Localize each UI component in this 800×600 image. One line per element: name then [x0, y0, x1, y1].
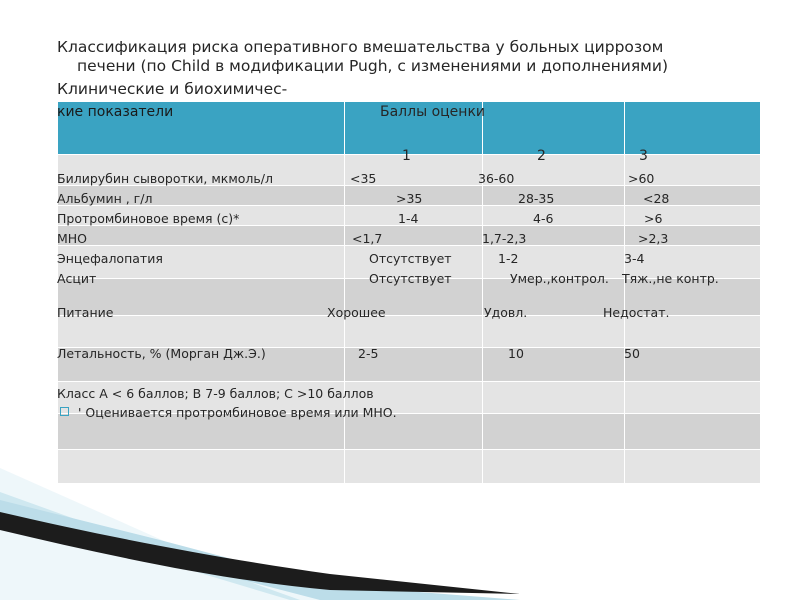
- row-label: МНО: [57, 231, 88, 246]
- row-value-1: <1,7: [352, 231, 383, 246]
- row-value-1: Отсутствует: [369, 271, 452, 286]
- row-label: Летальность, % (Морган Дж.Э.): [57, 346, 266, 361]
- row-value-1: Отсутствует: [369, 251, 452, 266]
- row-value-3: 50: [624, 346, 640, 361]
- title-line-1: Классификация риска оперативного вмешательства у больных циррозом: [57, 38, 664, 56]
- row-label: Асцит: [57, 271, 97, 286]
- column-header-scores: Баллы оценки: [380, 104, 485, 120]
- row-value-1: Хорошее: [327, 305, 386, 320]
- row-value-2: 36-60: [478, 171, 515, 186]
- row-value-3: >60: [628, 171, 655, 186]
- row-value-3: >6: [644, 211, 663, 226]
- row-value-2: 1,7-2,3: [482, 231, 527, 246]
- row-value-1: <35: [350, 171, 377, 186]
- row-value-2: 4-6: [533, 211, 554, 226]
- score-header-3: 3: [639, 148, 648, 164]
- title-line-2: печени (по Child в модификации Pugh, с изменениями и дополнениями): [77, 57, 668, 75]
- row-value-1: 2-5: [358, 346, 379, 361]
- row-label: Альбумин , г/л: [57, 191, 153, 206]
- row-value-2: 1-2: [498, 251, 519, 266]
- row-value-3: <28: [643, 191, 670, 206]
- column-header-indicators-top: Клинические и биохимичес-: [57, 80, 288, 98]
- row-value-3: >2,3: [638, 231, 669, 246]
- footnote: ' Оценивается протромбиновое время или МНО.: [78, 405, 397, 420]
- row-label: Энцефалопатия: [57, 251, 163, 266]
- row-value-3: Тяж.,не контр.: [622, 271, 719, 286]
- row-label: Протромбиновое время (с)*: [57, 211, 240, 226]
- column-header-indicators: кие показатели: [57, 104, 174, 120]
- row-label: Билирубин сыворотки, мкмоль/л: [57, 171, 273, 186]
- row-value-1: 1-4: [398, 211, 419, 226]
- score-header-2: 2: [537, 148, 546, 164]
- class-legend: Класс А < 6 баллов; В 7-9 баллов; С >10 баллов: [57, 386, 374, 401]
- row-value-3: Недостат.: [603, 305, 670, 320]
- row-value-2: 10: [508, 346, 524, 361]
- row-value-3: 3-4: [624, 251, 645, 266]
- score-header-1: 1: [402, 148, 411, 164]
- row-value-1: >35: [396, 191, 423, 206]
- row-label: Питание: [57, 305, 114, 320]
- row-value-2: 28-35: [518, 191, 555, 206]
- row-value-2: Умер.,контрол.: [510, 271, 609, 286]
- row-value-2: Удовл.: [484, 305, 528, 320]
